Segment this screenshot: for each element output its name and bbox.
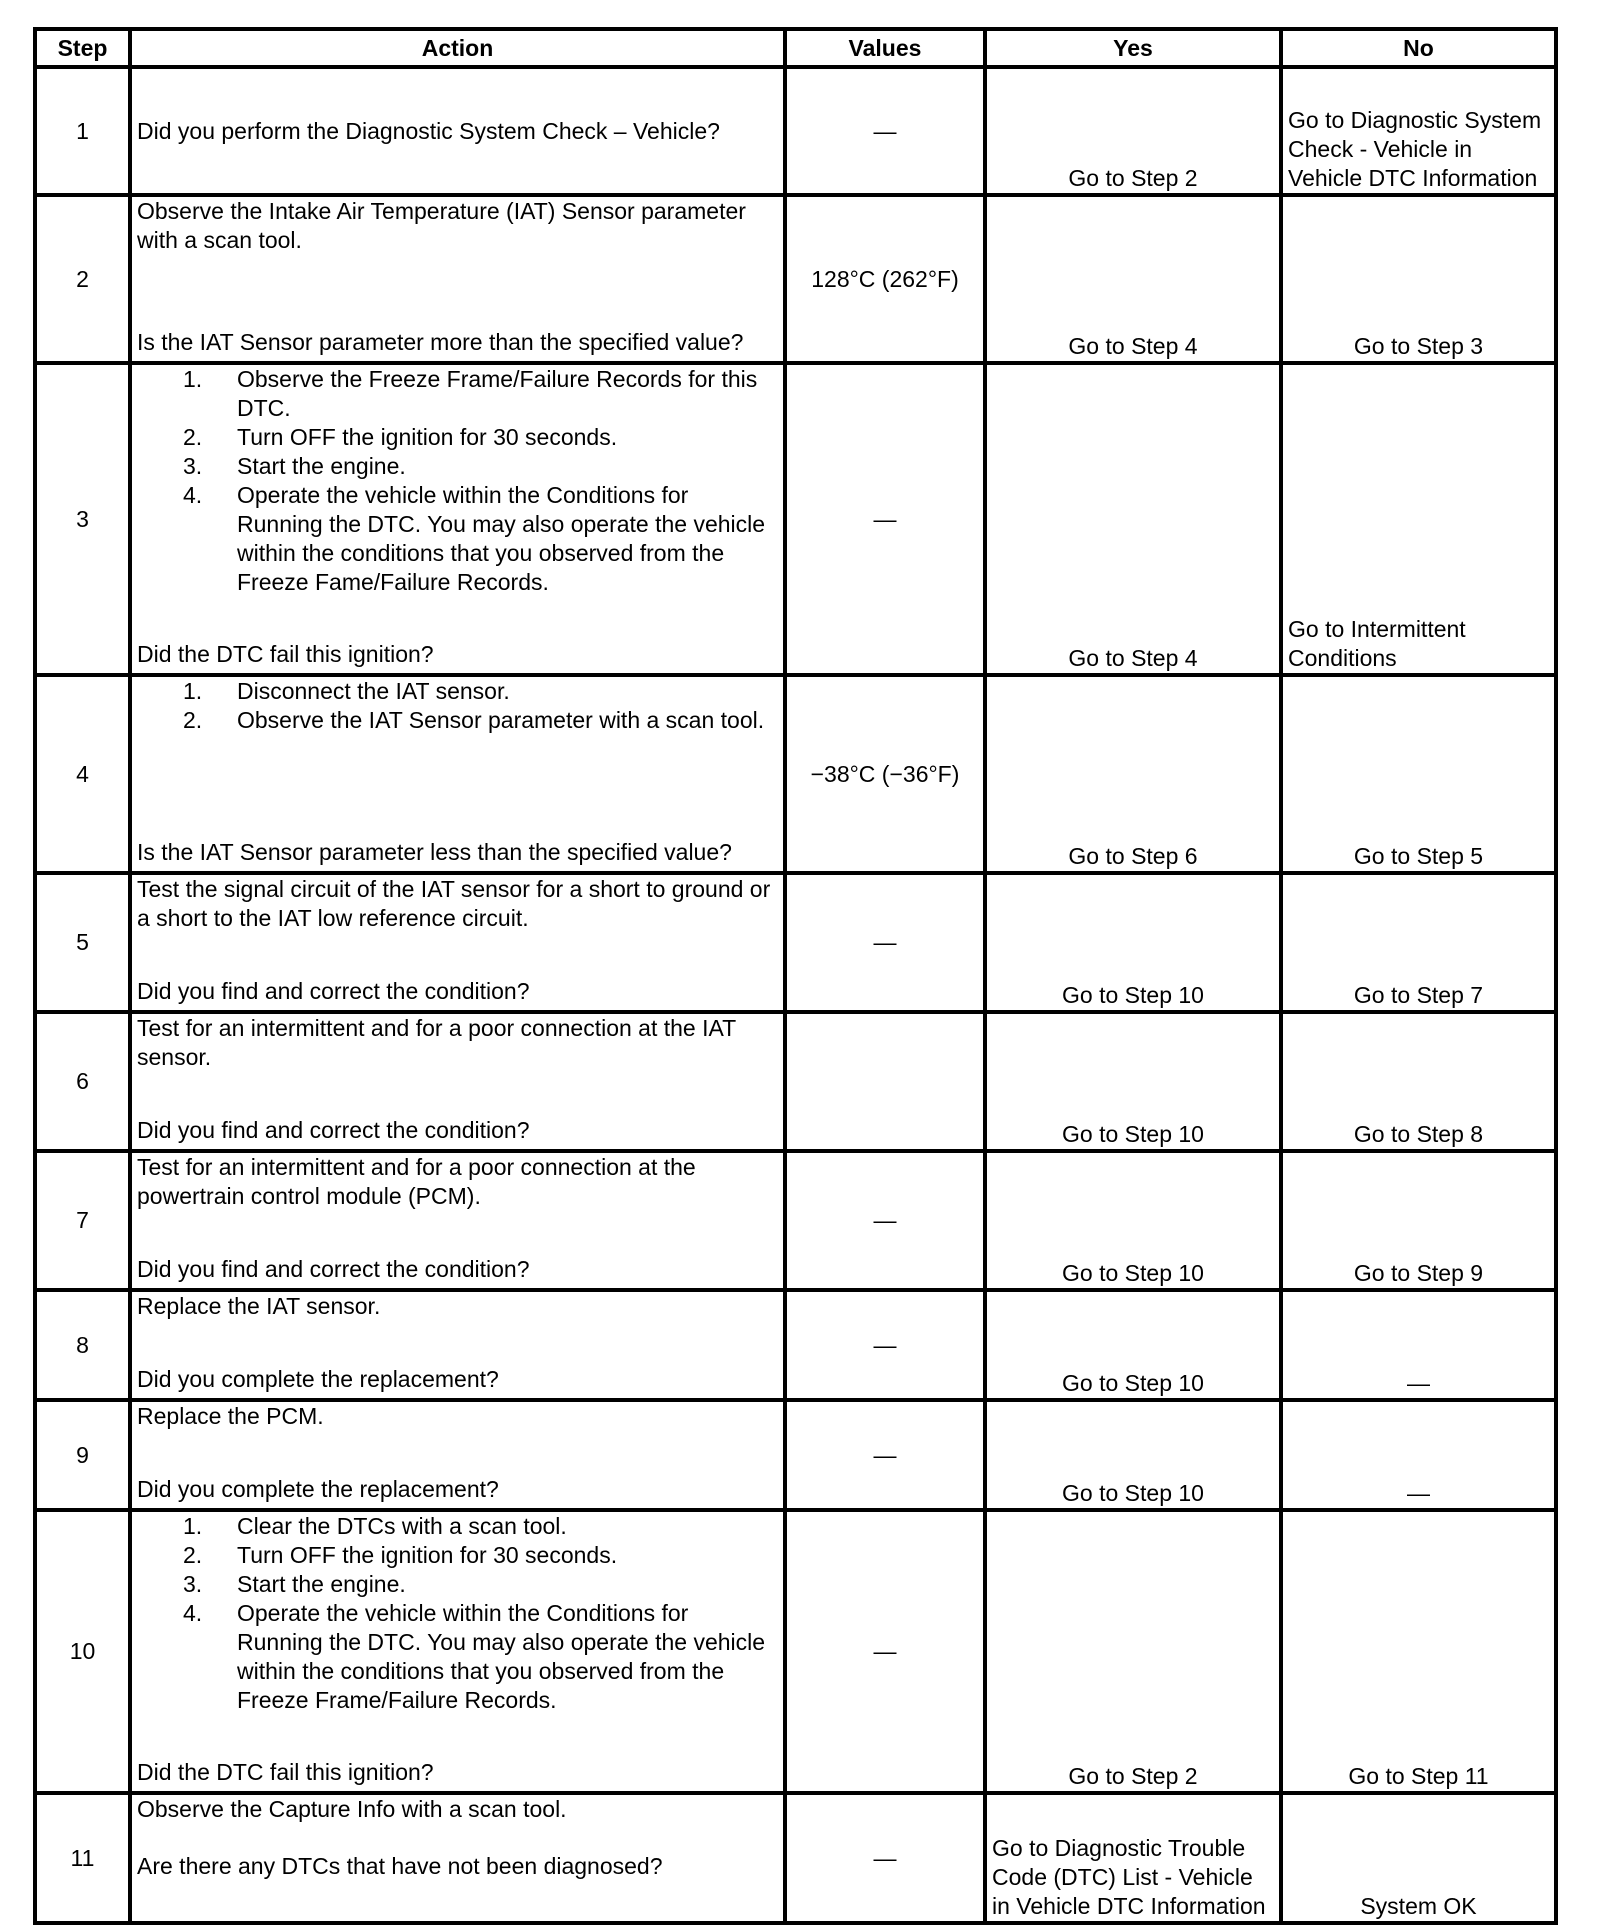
table-row: [35, 195, 1556, 363]
step-number: 8: [35, 1290, 130, 1400]
action-text: Test for an intermittent and for a poor connection at the powertrain control module (PCM).: [137, 1154, 696, 1209]
action-question: Is the IAT Sensor parameter less than the specified value?: [137, 839, 732, 865]
table-row: [35, 1793, 1556, 1923]
no-cell: Go to Step 8: [1281, 1012, 1556, 1151]
list-number: 1.: [183, 1513, 203, 1539]
header-row: [35, 29, 1556, 67]
list-item: [183, 481, 778, 597]
header-yes: Yes: [985, 29, 1281, 67]
list-text: Clear the DTCs with a scan tool.: [237, 1513, 567, 1539]
step-number: 10: [35, 1510, 130, 1793]
action-question: Are there any DTCs that have not been diagnosed?: [137, 1853, 663, 1879]
yes-cell: Go to Step 10: [985, 1400, 1281, 1510]
list-number: 1.: [183, 678, 203, 704]
step-number: 3: [35, 363, 130, 675]
action-cell: [130, 873, 785, 1012]
action-list: [137, 1512, 778, 1715]
no-cell: Go to Step 9: [1281, 1151, 1556, 1290]
list-item: [183, 423, 778, 452]
list-item: [183, 452, 778, 481]
table-row: [35, 363, 1556, 675]
step-number: 5: [35, 873, 130, 1012]
value-cell: —: [785, 1290, 985, 1400]
yes-cell: Go to Diagnostic Trouble Code (DTC) List - Vehicle in Vehicle DTC Information: [985, 1793, 1281, 1923]
table-row: [35, 675, 1556, 873]
action-cell: [130, 67, 785, 195]
table-row: [35, 67, 1556, 195]
no-cell: Go to Step 7: [1281, 873, 1556, 1012]
value-cell: −38°C (−36°F): [785, 675, 985, 873]
header-values: Values: [785, 29, 985, 67]
list-text: Observe the Freeze Frame/Failure Records for this DTC.: [237, 366, 758, 421]
yes-cell: Go to Step 6: [985, 675, 1281, 873]
list-number: 4.: [183, 482, 203, 508]
action-cell: [130, 1151, 785, 1290]
action-question: Did the DTC fail this ignition?: [137, 1759, 434, 1785]
list-item: [183, 1541, 778, 1570]
header-action: Action: [130, 29, 785, 67]
value-cell: 128°C (262°F): [785, 195, 985, 363]
header-no: No: [1281, 29, 1556, 67]
list-text: Turn OFF the ignition for 30 seconds.: [237, 424, 618, 450]
yes-cell: Go to Step 10: [985, 1012, 1281, 1151]
value-cell: [785, 1012, 985, 1151]
action-text: Test for an intermittent and for a poor connection at the IAT sensor.: [137, 1015, 736, 1070]
step-number: 9: [35, 1400, 130, 1510]
no-cell: System OK: [1281, 1793, 1556, 1923]
action-question: Did you find and correct the condition?: [137, 1256, 530, 1282]
step-number: 11: [35, 1793, 130, 1923]
action-question: Did you perform the Diagnostic System Check – Vehicle?: [137, 117, 720, 144]
yes-cell: Go to Step 10: [985, 1151, 1281, 1290]
list-item: [183, 1599, 778, 1715]
list-item: [183, 1512, 778, 1541]
list-text: Observe the IAT Sensor parameter with a scan tool.: [237, 707, 765, 733]
yes-cell: Go to Step 2: [985, 67, 1281, 195]
yes-cell: Go to Step 4: [985, 195, 1281, 363]
action-cell: [130, 675, 785, 873]
list-text: Operate the vehicle within the Conditions for Running the DTC. You may also operate the vehicle within the conditions that you observed from the Freeze Frame/Failure Records.: [237, 1600, 766, 1713]
list-number: 2.: [183, 424, 203, 450]
step-number: 4: [35, 675, 130, 873]
action-cell: [130, 1012, 785, 1151]
table-row: [35, 1012, 1556, 1151]
header-step: Step: [35, 29, 130, 67]
table-row: [35, 873, 1556, 1012]
action-cell: [130, 1793, 785, 1923]
list-text: Turn OFF the ignition for 30 seconds.: [237, 1542, 618, 1568]
no-cell: Go to Step 3: [1281, 195, 1556, 363]
value-cell: —: [785, 1151, 985, 1290]
action-list: [137, 677, 778, 735]
list-number: 2.: [183, 1542, 203, 1568]
action-question: Did the DTC fail this ignition?: [137, 641, 434, 667]
diagnostic-table: [33, 27, 1558, 1925]
list-text: Start the engine.: [237, 1571, 406, 1597]
action-cell: [130, 1400, 785, 1510]
action-text: Test the signal circuit of the IAT sensor for a short to ground or a short to the IAT low reference circuit.: [137, 876, 771, 931]
list-item: [183, 365, 778, 423]
action-cell: [130, 363, 785, 675]
step-number: 6: [35, 1012, 130, 1151]
action-question: Is the IAT Sensor parameter more than the specified value?: [137, 329, 744, 355]
action-question: Did you complete the replacement?: [137, 1366, 499, 1392]
action-question: Did you find and correct the condition?: [137, 978, 530, 1004]
list-item: [183, 1570, 778, 1599]
list-item: [183, 677, 778, 706]
yes-cell: Go to Step 4: [985, 363, 1281, 675]
action-cell: [130, 1290, 785, 1400]
list-number: 1.: [183, 366, 203, 392]
table-row: [35, 1151, 1556, 1290]
no-cell: —: [1281, 1400, 1556, 1510]
value-cell: —: [785, 1510, 985, 1793]
value-cell: —: [785, 873, 985, 1012]
no-cell: —: [1281, 1290, 1556, 1400]
action-cell: [130, 195, 785, 363]
table-row: [35, 1400, 1556, 1510]
list-text: Operate the vehicle within the Conditions for Running the DTC. You may also operate the vehicle within the conditions that you observed from the Freeze Fame/Failure Records.: [237, 482, 766, 595]
value-cell: —: [785, 1793, 985, 1923]
list-number: 4.: [183, 1600, 203, 1626]
no-cell: Go to Diagnostic System Check - Vehicle in Vehicle DTC Information: [1281, 67, 1556, 195]
action-text: Observe the Capture Info with a scan tool.: [137, 1796, 567, 1822]
list-number: 3.: [183, 1571, 203, 1597]
yes-cell: Go to Step 10: [985, 1290, 1281, 1400]
list-text: Start the engine.: [237, 453, 406, 479]
action-text: Replace the PCM.: [137, 1403, 324, 1429]
list-number: 3.: [183, 453, 203, 479]
action-question: Did you complete the replacement?: [137, 1476, 499, 1502]
no-cell: Go to Step 11: [1281, 1510, 1556, 1793]
action-cell: [130, 1510, 785, 1793]
yes-cell: Go to Step 10: [985, 873, 1281, 1012]
value-cell: —: [785, 363, 985, 675]
step-number: 2: [35, 195, 130, 363]
list-number: 2.: [183, 707, 203, 733]
step-number: 1: [35, 67, 130, 195]
value-cell: —: [785, 1400, 985, 1510]
action-text: Observe the Intake Air Temperature (IAT) Sensor parameter with a scan tool.: [137, 198, 746, 253]
value-cell: —: [785, 67, 985, 195]
table-row: [35, 1290, 1556, 1400]
yes-cell: Go to Step 2: [985, 1510, 1281, 1793]
list-item: [183, 706, 778, 735]
action-question: Did you find and correct the condition?: [137, 1117, 530, 1143]
action-text: Replace the IAT sensor.: [137, 1293, 381, 1319]
table-row: [35, 1510, 1556, 1793]
list-text: Disconnect the IAT sensor.: [237, 678, 510, 704]
step-number: 7: [35, 1151, 130, 1290]
action-list: [137, 365, 778, 597]
no-cell: Go to Intermittent Conditions: [1281, 363, 1556, 675]
no-cell: Go to Step 5: [1281, 675, 1556, 873]
